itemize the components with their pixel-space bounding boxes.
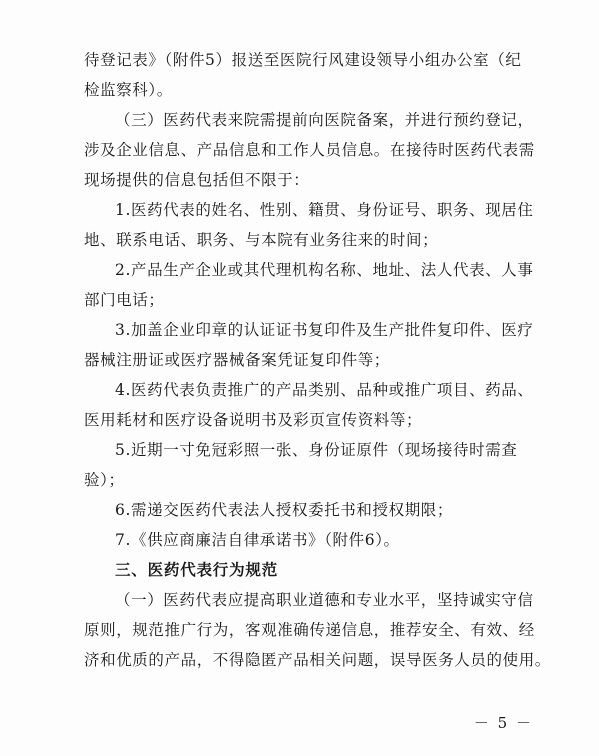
text-line: 7.《供应商廉洁自律承诺书》（附件6）。 xyxy=(115,531,400,549)
text-line: （三）医药代表来院需提前向医院备案，并进行预约登记， xyxy=(115,111,534,129)
section-heading: 三、医药代表行为规范 xyxy=(115,561,279,579)
text-line: 3.加盖企业印章的认证证书复印件及生产批件复印件、医疗 xyxy=(115,321,534,339)
text-line: 济和优质的产品，不得隐匿产品相关问题，误导医务人员的使用。 xyxy=(84,651,551,669)
text-line: 验）； xyxy=(84,471,125,489)
text-line: 原则，规范推广行为，客观准确传递信息，推荐安全、有效、经 xyxy=(84,621,535,639)
text-line: 1.医药代表的姓名、性别、籍贯、身份证号、职务、现居住 xyxy=(115,201,534,219)
text-line: 医用耗材和医疗设备说明书及彩页宣传资料等； xyxy=(84,411,423,429)
text-line: 6.需递交医药代表法人授权委托书和授权期限； xyxy=(115,501,453,519)
text-line: 现场提供的信息包括但不限于： xyxy=(84,171,310,189)
text-line: 2.产品生产企业或其代理机构名称、地址、法人代表、人事 xyxy=(115,261,534,279)
text-line: 器械注册证或医疗器械备案凭证复印件等； xyxy=(84,351,390,369)
text-line: 地、联系电话、职务、与本院有业务往来的时间； xyxy=(84,231,439,249)
text-line: 待登记表》（附件5）报送至医院行风建设领导小组办公室（纪 xyxy=(84,51,522,69)
page-number: － 5 － xyxy=(473,714,533,732)
text-line: 4.医药代表负责推广的产品类别、品种或推广项目、药品、 xyxy=(115,381,534,399)
text-line: 5.近期一寸免冠彩照一张、身份证原件（现场接待时需查 xyxy=(115,441,518,459)
text-line: （一）医药代表应提高职业道德和专业水平，坚持诚实守信 xyxy=(115,591,534,609)
text-line: 涉及企业信息、产品信息和工作人员信息。在接待时医药代表需 xyxy=(84,141,535,159)
document-body xyxy=(84,45,551,675)
text-line: 部门电话； xyxy=(84,291,165,309)
text-line: 检监察科）。 xyxy=(84,81,173,99)
